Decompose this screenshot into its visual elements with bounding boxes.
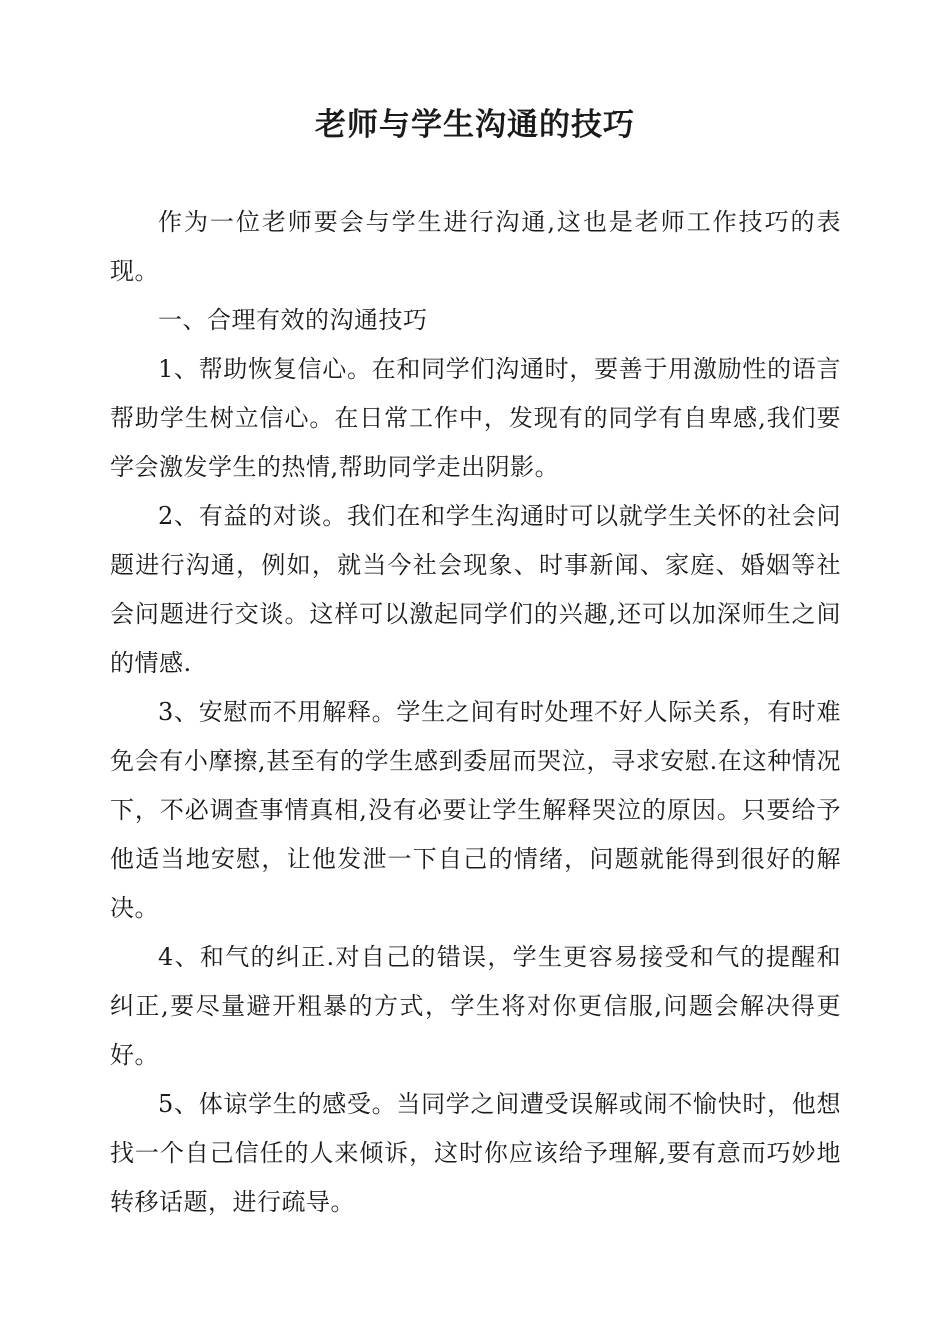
section-heading: 一、合理有效的沟通技巧 xyxy=(158,306,428,334)
paragraph-item-2: 2、有益的对谈。我们在和学生沟通时可以就学生关怀的社会问题进行沟通，例如，就当今社会现象、时事新闻、家庭、婚姻等社会问题进行交谈。这样可以激起同学们的兴趣,还可以加深师生之间的情感. xyxy=(110,502,841,677)
paragraph-item-3: 3、安慰而不用解释。学生之间有时处理不好人际关系，有时难免会有小摩擦,甚至有的学生感到委屈而哭泣，寻求安慰.在这种情况下，不必调查事情真相,没有必要让学生解释哭泣的原因。只要给予他适当地安慰，让他发泄一下自己的情绪，问题就能得到很好的解决。 xyxy=(110,698,841,922)
paragraph-item-4: 4、和气的纠正.对自己的错误，学生更容易接受和气的提醒和纠正,要尽量避开粗暴的方式，学生将对你更信服,问题会解决得更好。 xyxy=(110,943,841,1069)
paragraph-intro: 作为一位老师要会与学生进行沟通,这也是老师工作技巧的表现。 xyxy=(110,208,841,285)
document-body xyxy=(110,198,841,1227)
paragraph-item-1: 1、帮助恢复信心。在和同学们沟通时，要善于用激励性的语言帮助学生树立信心。在日常工作中，发现有的同学有自卑感,我们要学会激发学生的热情,帮助同学走出阴影。 xyxy=(110,355,841,481)
paragraph-item-5: 5、体谅学生的感受。当同学之间遭受误解或闹不愉快时，他想找一个自己信任的人来倾诉，这时你应该给予理解,要有意而巧妙地转移话题，进行疏导。 xyxy=(110,1090,841,1216)
document-title: 老师与学生沟通的技巧 xyxy=(315,107,635,143)
